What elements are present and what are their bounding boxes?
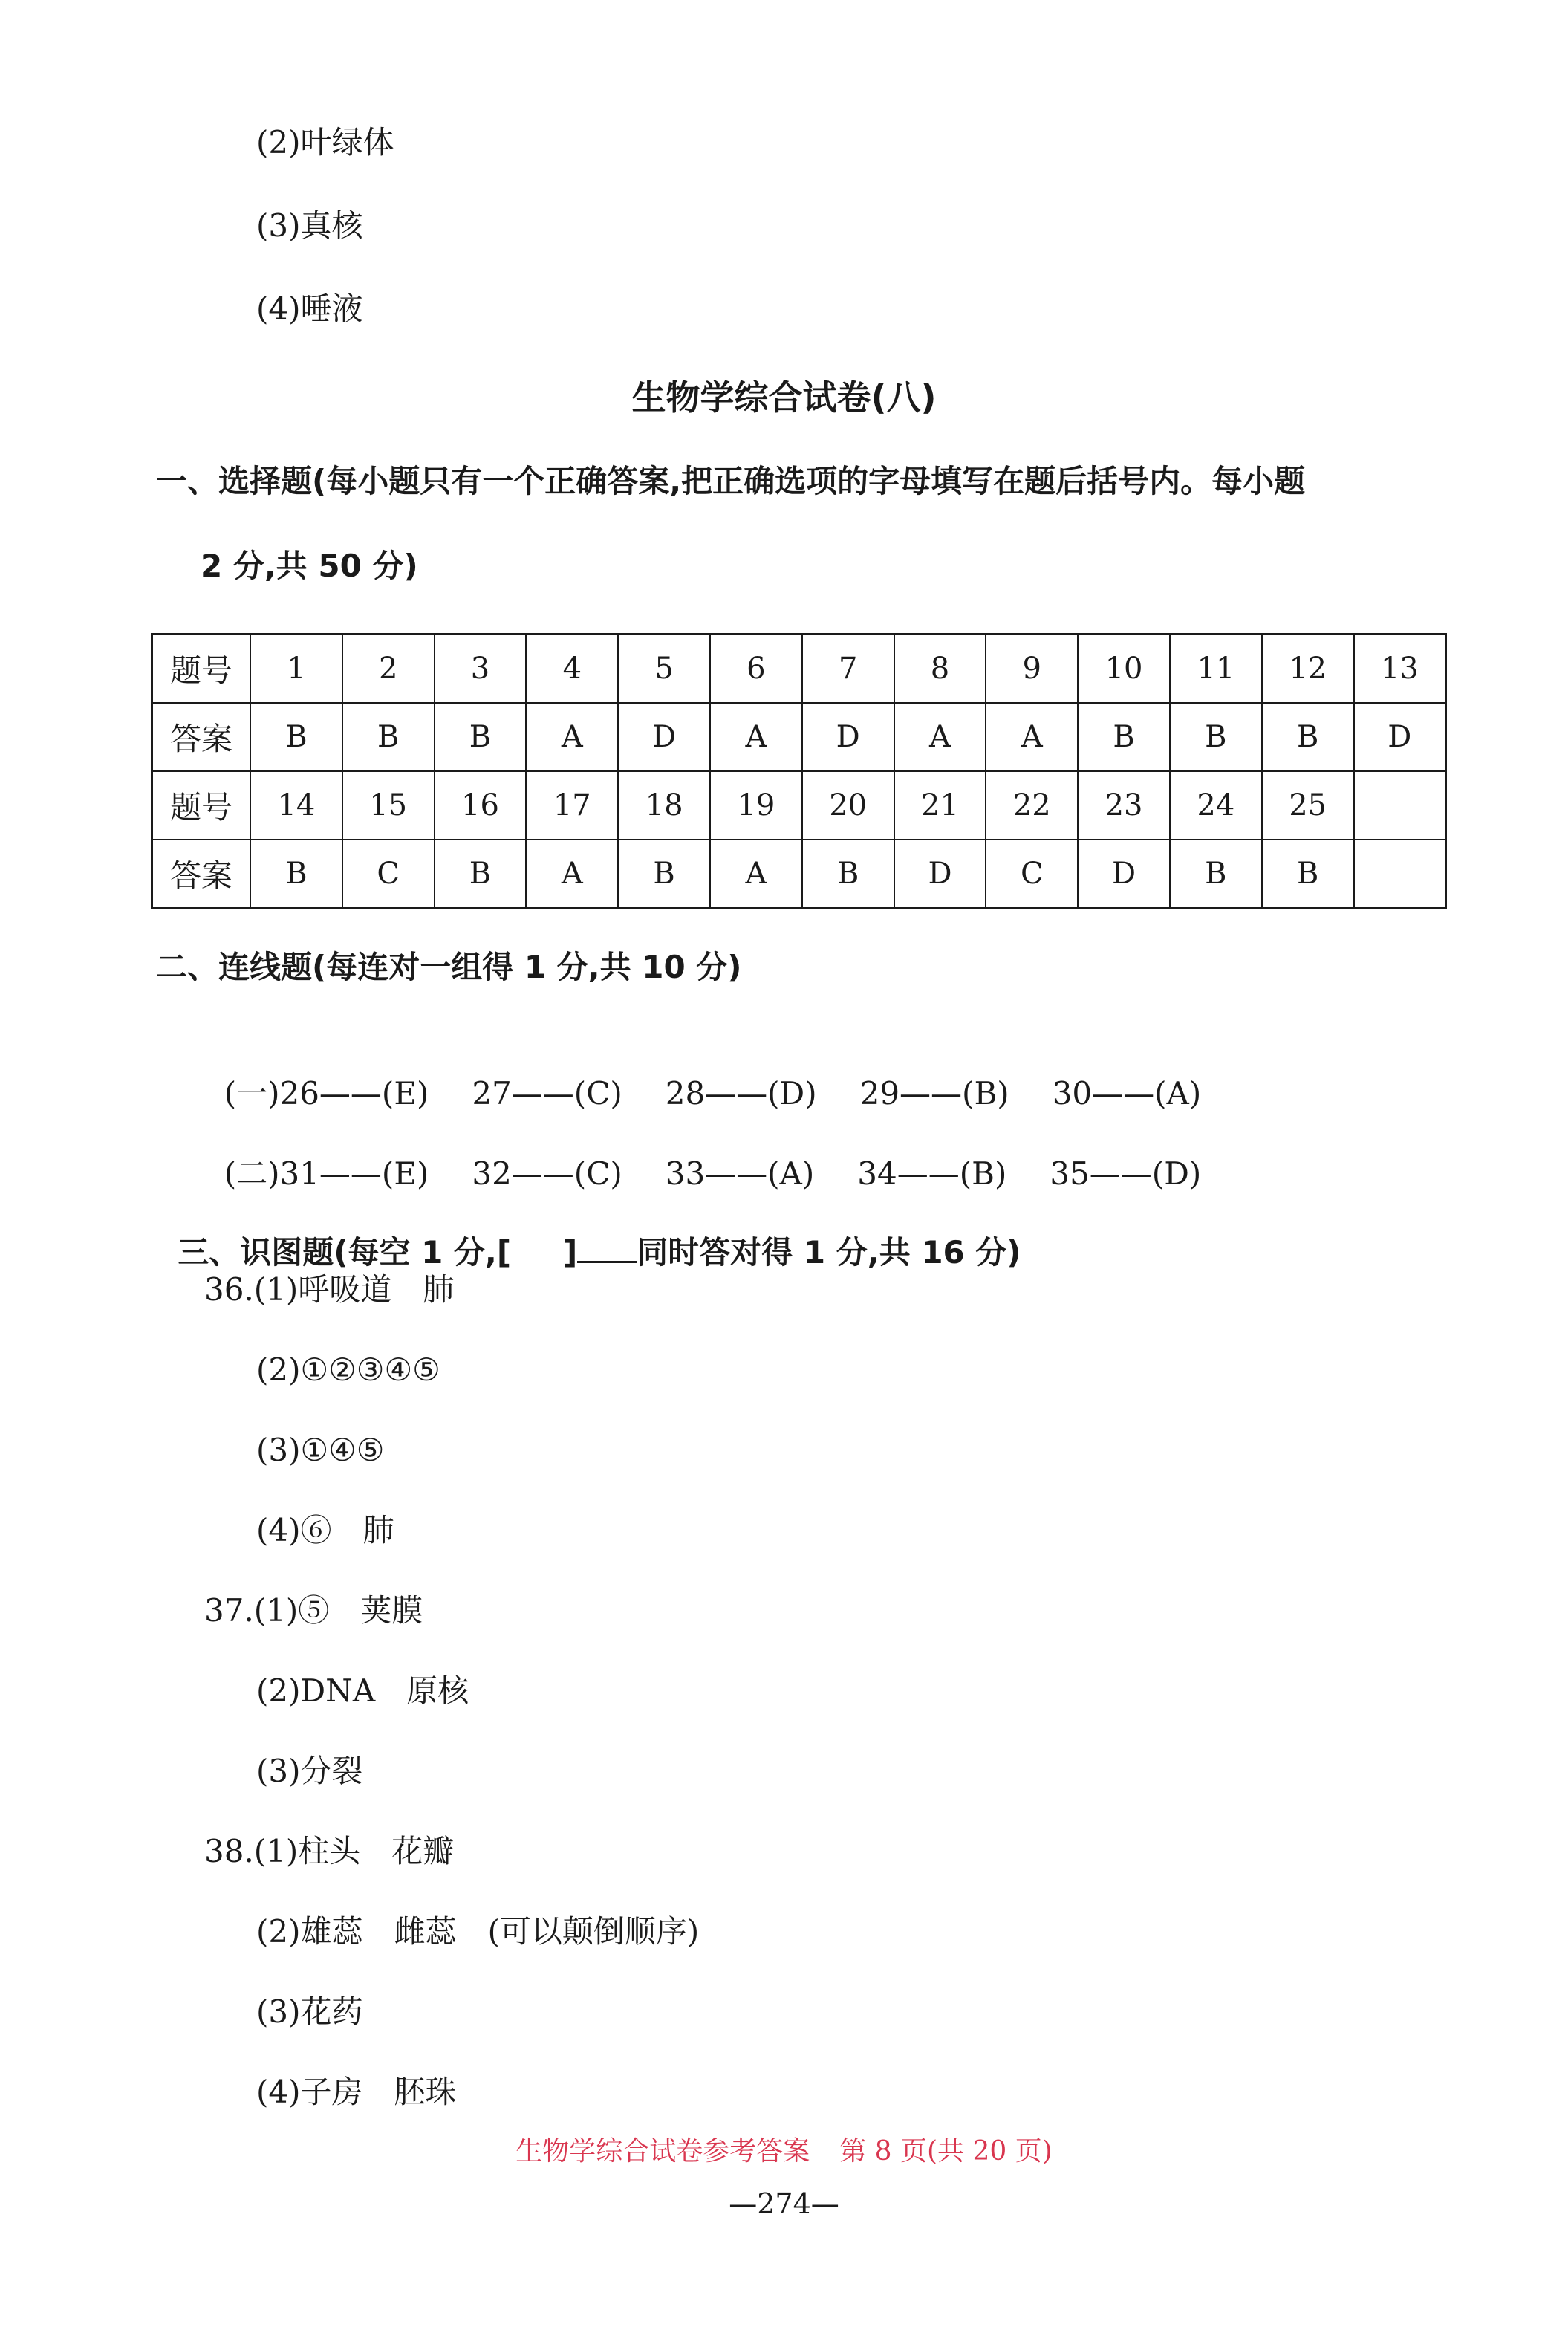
answer-cell: B — [435, 840, 527, 909]
question-number: 4 — [526, 635, 618, 704]
question-number: 14 — [250, 771, 342, 840]
section3-heading-b: ] — [563, 1234, 578, 1271]
section1-heading: 一、选择题(每小题只有一个正确答案,把正确选项的字母填写在题后括号内。每小题 — [156, 463, 1306, 499]
row-label: 答案 — [152, 840, 251, 909]
empty-cell — [1354, 840, 1446, 909]
answer-cell: D — [894, 840, 986, 909]
match-pair: 27——(C) — [472, 1075, 622, 1112]
question-number: 12 — [1262, 635, 1354, 704]
answer-line: (3)分裂 — [256, 1753, 363, 1789]
answer-cell: D — [1354, 703, 1446, 771]
table-row — [152, 635, 1446, 704]
page-number: —274— — [729, 2187, 839, 2220]
answer-cell: B — [342, 703, 435, 771]
question-number: 11 — [1170, 635, 1262, 704]
question-number: 15 — [342, 771, 435, 840]
answer-cell: D — [1078, 840, 1170, 909]
question-number: 13 — [1354, 635, 1446, 704]
question-number: 10 — [1078, 635, 1170, 704]
answer-line: (3)①④⑤ — [256, 1432, 385, 1468]
answer-cell: A — [526, 703, 618, 771]
question-number: 3 — [435, 635, 527, 704]
question-number: 19 — [710, 771, 802, 840]
question-number: 23 — [1078, 771, 1170, 840]
question-number: 25 — [1262, 771, 1354, 840]
answer-cell: B — [1170, 703, 1262, 771]
match-pair: 32——(C) — [472, 1155, 622, 1192]
paper-title: 生物学综合试卷(八) — [631, 377, 937, 418]
question-number: 16 — [435, 771, 527, 840]
answer-cell: C — [986, 840, 1078, 909]
table-row — [152, 771, 1446, 840]
answer-line: (4)子房 胚珠 — [256, 2074, 457, 2110]
match-pair: 31——(E) — [279, 1155, 429, 1192]
question-number: 18 — [618, 771, 710, 840]
answer-line: 36.(1)呼吸道 肺 — [204, 1271, 455, 1308]
blank-underline — [577, 1234, 637, 1263]
match-pair: 34——(B) — [857, 1155, 1007, 1192]
answer-line: (2)DNA 原核 — [256, 1672, 469, 1709]
answer-cell: A — [986, 703, 1078, 771]
table-row — [152, 703, 1446, 771]
answer-line: (2)①②③④⑤ — [256, 1352, 440, 1388]
answer-line: (3)花药 — [256, 1993, 363, 2030]
match-pair: 35——(D) — [1050, 1155, 1202, 1192]
table-row — [152, 840, 1446, 909]
match-group-1 — [204, 1027, 1201, 1116]
match-pair: 28——(D) — [665, 1075, 817, 1112]
match-pair: 30——(A) — [1052, 1075, 1202, 1112]
section2-heading: 二、连线题(每连对一组得 1 分,共 10 分) — [156, 949, 742, 985]
question-number: 17 — [526, 771, 618, 840]
question-number: 2 — [342, 635, 435, 704]
answer-cell: B — [250, 840, 342, 909]
row-label: 题号 — [152, 771, 251, 840]
row-label: 题号 — [152, 635, 251, 704]
question-number: 5 — [618, 635, 710, 704]
answer-cell: A — [710, 703, 802, 771]
question-number: 21 — [894, 771, 986, 840]
answer-line: 37.(1)⑤ 荚膜 — [204, 1592, 423, 1629]
page-footer — [0, 2131, 1568, 2173]
answer-cell: B — [250, 703, 342, 771]
question-number: 22 — [986, 771, 1078, 840]
match-group-2 — [204, 1107, 1201, 1196]
match-pair: 29——(B) — [859, 1075, 1009, 1112]
answer-line: (3)真核 — [256, 207, 363, 244]
answer-cell: C — [342, 840, 435, 909]
answer-line: (4)唾液 — [256, 291, 363, 327]
match-pair: 33——(A) — [665, 1155, 815, 1192]
answer-cell: B — [1262, 703, 1354, 771]
question-number: 24 — [1170, 771, 1262, 840]
answer-cell: B — [1262, 840, 1354, 909]
answer-line: (2)叶绿体 — [256, 124, 394, 160]
answer-cell: A — [710, 840, 802, 909]
answer-cell: B — [1170, 840, 1262, 909]
answer-cell: D — [618, 703, 710, 771]
answer-cell: A — [894, 703, 986, 771]
question-number: 8 — [894, 635, 986, 704]
answer-line: 38.(1)柱头 花瓣 — [204, 1833, 455, 1869]
answer-cell: A — [526, 840, 618, 909]
match-group-prefix: (一) — [224, 1075, 280, 1112]
answer-line: (4)⑥ 肺 — [256, 1512, 394, 1548]
section1-heading-cont: 2 分,共 50 分) — [201, 548, 418, 584]
answer-table — [151, 633, 1447, 909]
answer-cell: B — [802, 840, 894, 909]
empty-cell — [1354, 771, 1446, 840]
section3-heading — [156, 1186, 1021, 1275]
answer-cell: D — [802, 703, 894, 771]
answer-cell: B — [618, 840, 710, 909]
footer-left: 生物学综合试卷参考答案 — [515, 2136, 810, 2167]
footer-right: 第 8 页(共 20 页) — [839, 2136, 1053, 2167]
answer-cell: B — [1078, 703, 1170, 771]
question-number: 6 — [710, 635, 802, 704]
answer-cell: B — [435, 703, 527, 771]
match-pair: 26——(E) — [279, 1075, 429, 1112]
section3-heading-a: 三、识图题(每空 1 分,[ — [178, 1234, 512, 1271]
question-number: 1 — [250, 635, 342, 704]
question-number: 7 — [802, 635, 894, 704]
match-group-prefix: (二) — [224, 1155, 280, 1192]
question-number: 20 — [802, 771, 894, 840]
question-number: 9 — [986, 635, 1078, 704]
answer-line: (2)雄蕊 雌蕊 (可以颠倒顺序) — [256, 1913, 700, 1950]
row-label: 答案 — [152, 703, 251, 771]
section3-heading-c: 同时答对得 1 分,共 16 分) — [637, 1234, 1021, 1271]
